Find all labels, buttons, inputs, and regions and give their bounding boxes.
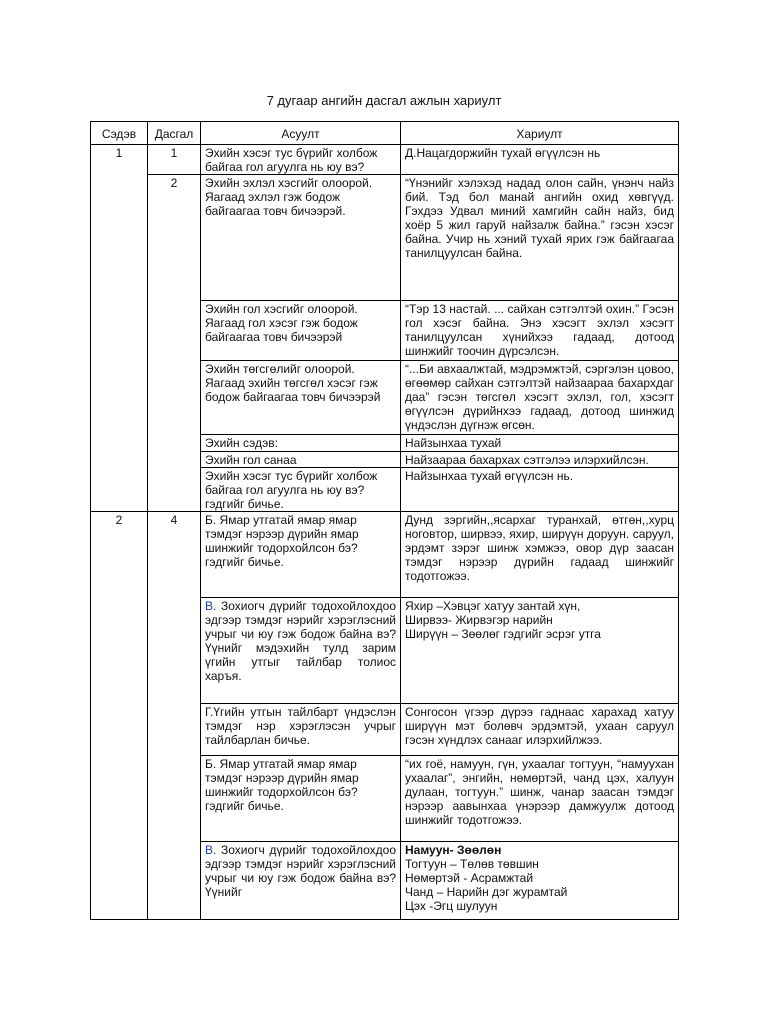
answer-cell: “...Би авхаалжтай, мэдрэмжтэй, сэргэлэн цовоо, өгөөмөр сайхан сэтгэлтэй найзаараа бахархдаг даа” гэсэн төгсгөл хэсэгт эхлэл, гол, хэсэгт өгүүлсэн дүрийнхээ гадаад, дотоод шинжид үндэслэн дүгнэж өгсөн.: [401, 361, 679, 435]
header-question: Асуулт: [201, 122, 401, 145]
header-answer: Хариулт: [401, 122, 679, 145]
question-cell: Эхийн хэсэг тус бүрийг холбож байгаа гол агуулга нь юу вэ? гэдгийг бичье.: [201, 468, 401, 512]
table-header-row: [91, 122, 679, 145]
question-cell: Эхийн гол хэсгийг олоорой. Яагаад гол хэсэг гэж бодож байгаагаа товч бичээрэй: [201, 301, 401, 361]
answer-cell: Д.Нацагдоржийн тухай өгүүлсэн нь: [401, 145, 679, 175]
question-cell: Эхийн эхлэл хэсгийг олоорой. Яагаад эхлэл гэж бодож байгаагаа товч бичээрэй.: [201, 175, 401, 301]
topic-cell: 2: [91, 512, 148, 920]
answer-cell: Яхир –Хэвцэг хатуу зантай хүн, Ширвээ- Жирвэгэр нарийн Ширүүн – Зөөлөг гэдгийг эсрэг утга: [401, 598, 679, 704]
answer-cell: “их гоё, намуун, гүн, ухаалаг тогтуун, “намуухан ухаалаг”, энгийн, нөмөртэй, чанд цэх, халуун дулаан, тогтуун.” шинж, чанар заасан тэмдэг нэрээр аавынхаа үнэрээр дамжуулж дотоод шинжийг тодотгожээ.: [401, 756, 679, 842]
answer-cell: Найзаараа бахархах сэтгэлээ илэрхийлсэн.: [401, 452, 679, 468]
table-row: [91, 175, 679, 301]
answer-cell: [401, 842, 679, 920]
answer-cell: Дунд зэргийн,,ясархаг туранхай, өтгөн,,хурц ноговтор, ширвээ, яхир, ширүүн доруун. саруул, эрдэмт зэрэг шинж хэмжээ, овор дүр заасан тэмдэг нэрээр дүрийн гадаад шинжийг тодотгожээ.: [401, 512, 679, 598]
question-cell: [201, 842, 401, 920]
question-prefix: В.: [205, 599, 217, 613]
answer-lead: Намуун- Зөөлөн: [405, 843, 502, 857]
question-cell: Эхийн хэсэг тус бүрийг холбож байгаа гол агуулга нь юу вэ?: [201, 145, 401, 175]
question-cell: Эхийн гол санаа: [201, 452, 401, 468]
header-exercise: Дасгал: [148, 122, 201, 145]
page-title: 7 дугаар ангийн дасгал ажлын хариулт: [266, 93, 502, 108]
answer-cell: “Тэр 13 настай. ... сайхан сэтгэлтэй охин.” Гэсэн гол хэсэг байна. Энэ хэсэгт эхлэл хэсэгт танилцуулсан хүнийхээ гадаад, дотоод шинжийг тоочин дүрсэлсэн.: [401, 301, 679, 361]
question-cell: Б. Ямар утгатай ямар ямар тэмдэг нэрээр дүрийн ямар шинжийг тодорхойлсон бэ? гэдгийг бичье.: [201, 756, 401, 842]
answer-cell: Найзынхаа тухай: [401, 435, 679, 452]
question-cell: Г.Үгийн утгын тайлбарт үндэслэн тэмдэг нэр хэрэглэсэн учрыг тайлбарлан бичье.: [201, 704, 401, 756]
exercise-cell: 4: [148, 512, 201, 920]
answers-table: [90, 121, 679, 920]
answer-cell: “Үнэнийг хэлэхэд надад олон сайн, үнэнч найз бий. Тэд бол манай ангийн охид хөвгүүд. Гэхдээ Удвал миний хамгийн сайн найз, бид хоёр 5 жил гаруй найзалж байна.” гэсэн хэсэг байна. Учир нь хэний тухай ярих гэж байгаагаа танилцуулсан байна.: [401, 175, 679, 301]
answer-cell: Сонгосон үгээр дүрээ гаднаас харахад хатуу ширүүн мэт болөвч эрдэмтэй, ухаан саруул гэсэн хүндлэх санааг илэрхийлжээ.: [401, 704, 679, 756]
table-row: [91, 512, 679, 598]
answer-cell: Найзынхаа тухай өгүүлсэн нь.: [401, 468, 679, 512]
question-prefix: В.: [205, 843, 217, 857]
exercise-cell: 1: [148, 145, 201, 175]
question-cell: Эхийн сэдэв:: [201, 435, 401, 452]
question-cell: Б. Ямар утгатай ямар ямар тэмдэг нэрээр дүрийн ямар шинжийг тодорхойлсон бэ? гэдгийг бичье.: [201, 512, 401, 598]
question-text: Зохиогч дүрийг тодохойлохдоо эдгээр тэмдэг нэрийг хэрэглэсний учрыг чи юу гэж бодож байна вэ? Үүнийг мэдэхийн тулд зарим үгийн утгыг тайлбар толиос харъя.: [205, 599, 396, 683]
table-row: [91, 145, 679, 175]
question-cell: [201, 598, 401, 704]
topic-cell: 1: [91, 145, 148, 512]
header-topic: Сэдэв: [91, 122, 148, 145]
question-text: Зохиогч дүрийг тодохойлохдоо эдгээр тэмдэг нэрийг хэрэглэсний учрыг чи юу гэж бодож байна вэ? Үүнийг: [205, 843, 396, 899]
exercise-cell: 2: [148, 175, 201, 512]
answer-text: Тогтуун – Төлөв төвшин Нөмөртэй - Асрамжтай Чанд – Нарийн дэг журамтай Цэх -Эгц шулуун: [405, 857, 568, 913]
question-cell: Эхийн төгсгөлийг олоорой. Яагаад эхийн төгсгөл хэсэг гэж бодож байгаагаа товч бичээрэй: [201, 361, 401, 435]
